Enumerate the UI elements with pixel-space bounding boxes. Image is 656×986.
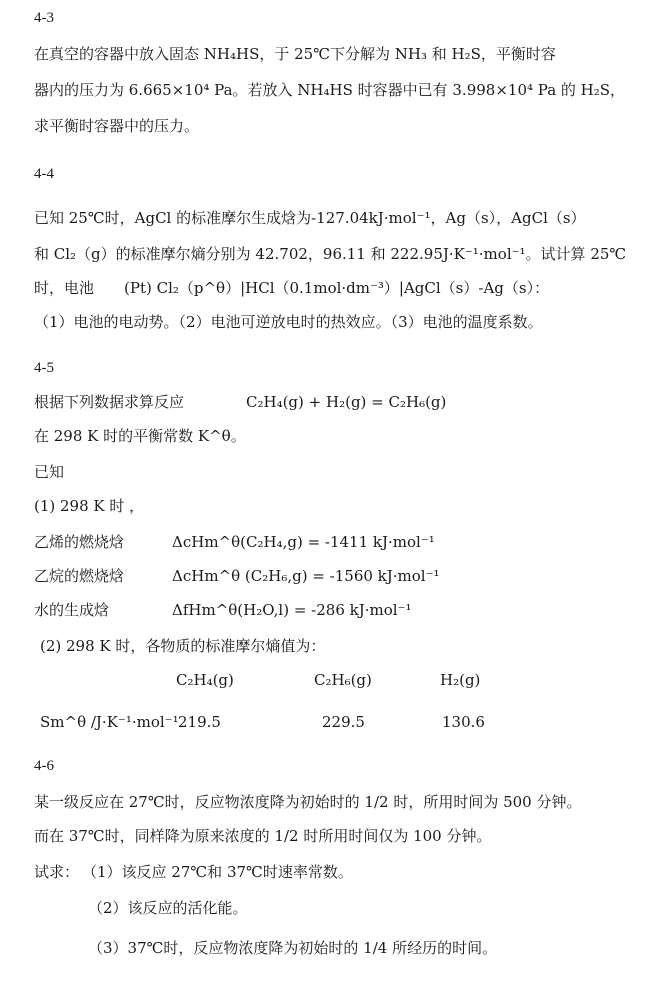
problem-4-3-line-1: 在真空的容器中放入固态 NH₄HS，于 25℃下分解为 NH₃ 和 H₂S，平衡时容 [34, 45, 556, 63]
problem-4-6-line-1: 某一级反应在 27℃时，反应物浓度降为初始时的 1/2 时，所用时间为 500 分钟。 [34, 793, 582, 811]
problem-4-6-line-2: 而在 37℃时，同样降为原来浓度的 1/2 时所用时间仅为 100 分钟。 [34, 827, 492, 845]
data-row-expression: ΔcHm^θ (C₂H₆,g) = -1560 kJ·mol⁻¹ [172, 567, 440, 585]
question-item: （1）该反应 27℃和 37℃时速率常数。 [82, 863, 353, 881]
question-item: （3）37℃时，反应物浓度降为初始时的 1/4 所经历的时间。 [88, 939, 498, 957]
problem-4-4-line-2: 和 Cl₂（g）的标准摩尔熵分别为 42.702，96.11 和 222.95J·K⁻¹·mol⁻¹。试计算 25℃ [34, 245, 627, 263]
data-row-label: 乙烯的燃烧焓 [34, 533, 125, 551]
known-label: 已知 [34, 463, 65, 481]
data-row-expression: ΔfHm^θ(H₂O,l) = -286 kJ·mol⁻¹ [172, 601, 412, 619]
data-row-label: 乙烷的燃烧焓 [34, 567, 125, 585]
table-cell: 219.5 [178, 713, 221, 731]
problem-4-5-question: 在 298 K 时的平衡常数 K^θ。 [34, 427, 246, 445]
problem-4-4-line-4: （1）电池的电动势。（2）电池可逆放电时的热效应。（3）电池的温度系数。 [34, 313, 543, 331]
data-row-expression: ΔcHm^θ(C₂H₄,g) = -1411 kJ·mol⁻¹ [172, 533, 435, 551]
question-item: （2）该反应的活化能。 [88, 899, 248, 917]
problem-4-3-line-3: 求平衡时容器中的压力。 [34, 117, 200, 135]
data-row-label: 水的生成焓 [34, 601, 110, 619]
table-header: H₂(g) [440, 671, 481, 689]
problem-4-4-line-1: 已知 25℃时，AgCl 的标准摩尔生成焓为-127.04kJ·mol⁻¹，Ag（s），AgCl（s） [34, 209, 586, 227]
problem-number-4-6: 4-6 [34, 758, 54, 774]
part-2-heading: (2) 298 K 时，各物质的标准摩尔熵值为： [40, 637, 326, 655]
table-row-label: Sm^θ /J·K⁻¹·mol⁻¹ [40, 713, 179, 731]
problem-4-5-intro: 根据下列数据求算反应 [34, 393, 185, 411]
problem-4-4-line-3: 时，电池 (Pt) Cl₂（p^θ）|HCl（0.1mol·dm⁻³）|AgCl（s）-Ag（s）： [34, 279, 550, 297]
ask-prefix: 试求： [34, 863, 80, 881]
problem-4-3-line-2: 器内的压力为 6.665×10⁴ Pa。若放入 NH₄HS 时容器中已有 3.998×10⁴ Pa 的 H₂S， [34, 81, 626, 99]
part-1-heading: (1) 298 K 时 ， [34, 497, 145, 515]
table-header: C₂H₄(g) [176, 671, 234, 689]
table-cell: 130.6 [442, 713, 485, 731]
problem-number-4-5: 4-5 [34, 360, 54, 376]
problem-number-4-3: 4-3 [34, 10, 54, 26]
reaction-equation: C₂H₄(g) + H₂(g) = C₂H₆(g) [246, 393, 447, 411]
problem-number-4-4: 4-4 [34, 166, 54, 182]
table-cell: 229.5 [322, 713, 365, 731]
table-header: C₂H₆(g) [314, 671, 372, 689]
